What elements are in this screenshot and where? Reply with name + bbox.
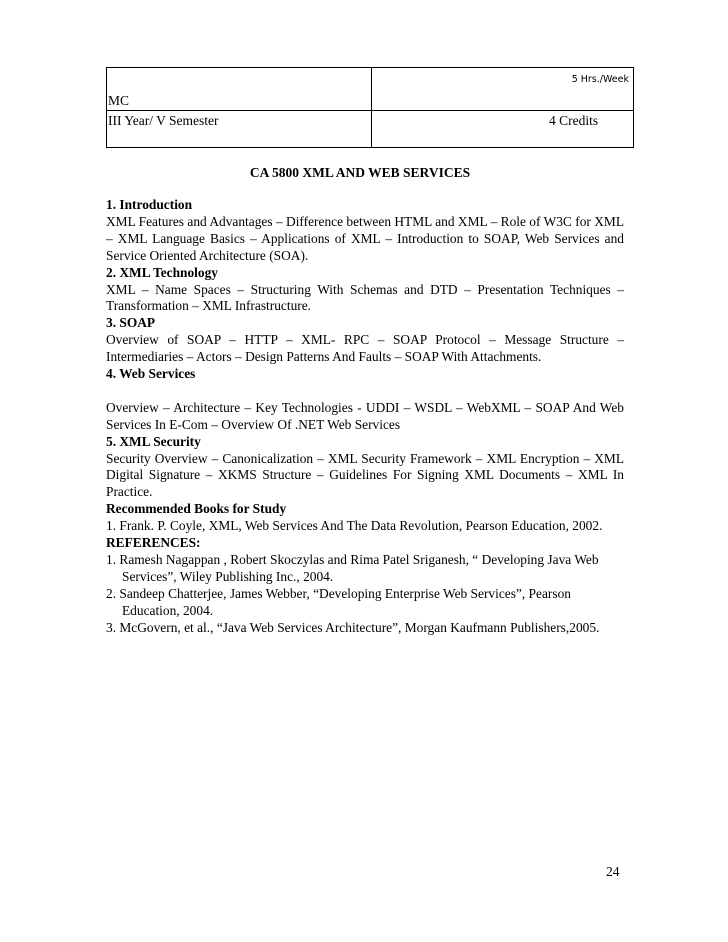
blank-line [106,383,624,400]
course-title-text: CA 5800 XML AND WEB SERVICES [249,165,471,180]
hours-per-week: 5 Hrs./Week [571,74,629,85]
table-row-divider [107,110,633,111]
unit-heading: 1. Introduction [106,197,193,212]
reference-item: 1. Ramesh Nagappan , Robert Skoczylas and Rima Patel Sriganesh, “ Developing Java Web Services”, Wiley Publishing Inc., 2004. [106,552,599,584]
unit-body: Overview – Architecture – Key Technologies - UDDI – WSDL – WebXML – SOAP And Web Services In E-Com – Overview Of .NET Web Services [106,399,624,432]
unit-heading: 2. XML Technology [106,264,218,280]
unit-3 [106,315,624,366]
unit-heading: 3. SOAP [106,315,156,331]
references [106,535,624,636]
credits-label: 4 Credits [549,113,599,128]
course-title [0,165,728,181]
semester-label: III Year/ V Semester [108,113,219,128]
unit-body: Overview of SOAP – HTTP – XML- RPC – SOAP Protocol – Message Structure – Intermediaries – Actors – Design Patterns And Faults – SOAP With Attachments. [106,332,624,365]
references-heading: REFERENCES: [106,535,201,551]
reference-item: 3. McGovern, et al., “Java Web Services Architecture”, Morgan Kaufmann Publishers,2005. [106,619,600,635]
unit-body: Security Overview – Canonicalization – XML Security Framework – XML Encryption – XML Digital Signature – XKMS Structure – Guidelines For Signing XML Documents – XML In Practice. [106,450,624,500]
unit-heading: 4. Web Services [106,366,196,382]
reference-item: 2. Sandeep Chatterjee, James Webber, “Developing Enterprise Web Services”, Pearson Education, 2004. [106,585,571,618]
unit-body: XML – Name Spaces – Structuring With Schemas and DTD – Presentation Techniques – Transformation – XML Infrastructure. [106,281,624,314]
unit-body: XML Features and Advantages – Difference between HTML and XML – Role of W3C for XML – XML Language Basics – Applications of XML – Introduction to SOAP, Web Services and Service Oriented Architecture (SOA). [106,213,624,263]
syllabus-content [106,197,624,637]
program-code: MC [108,93,130,108]
unit-2 [106,265,624,316]
course-info-table [106,67,634,148]
unit-4 [106,366,624,434]
recommended-books [106,501,624,535]
unit-heading: 5. XML Security [106,433,201,449]
books-heading: Recommended Books for Study [106,501,287,517]
unit-5 [106,434,624,502]
table-column-divider [371,68,372,147]
book-item: 1. Frank. P. Coyle, XML, Web Services And The Data Revolution, Pearson Education, 2002. [106,518,603,534]
unit-1 [106,197,624,265]
page-number: 24 [606,864,620,879]
